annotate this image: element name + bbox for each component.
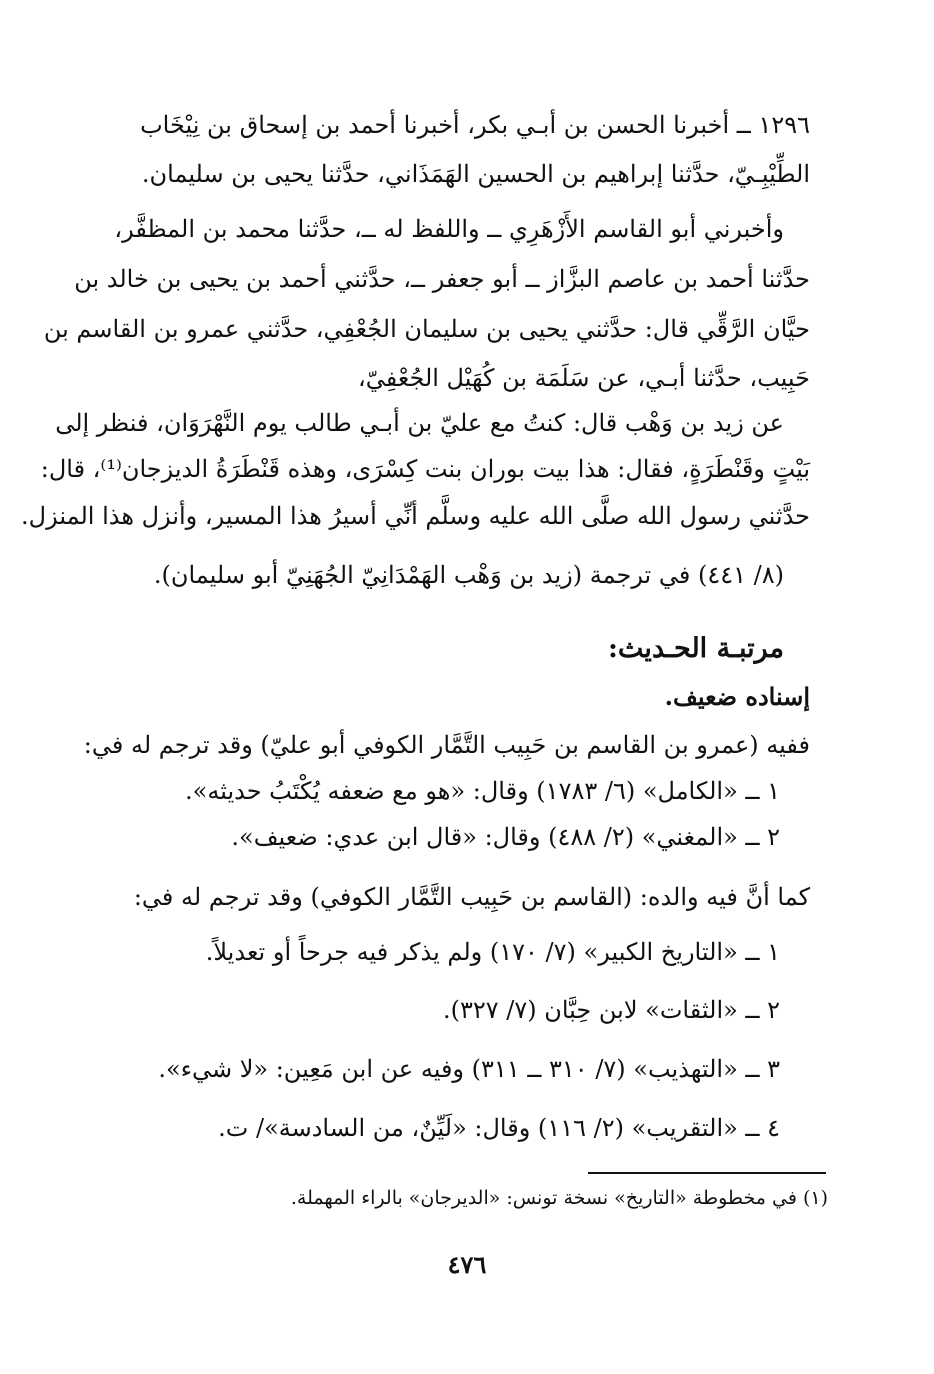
hadith-line-9: حدَّثني رسول الله صلَّى الله عليه وسلَّم أنِّي أسيرُ هذا المسير، وأنزل هذا المنزل. (21, 502, 810, 530)
hadith-line-4: حدَّثنا أحمد بن عاصم البزَّاز ــ أبو جعفر ــ، حدَّثني أحمد بن يحيى بن خالد بن (74, 265, 810, 293)
list-item: ١ ــ «التاريخ الكبير» (٧/ ١٧٠) ولم يذكر فيه جرحاً أو تعديلاً. (205, 938, 780, 966)
hadith-line-1: ١٢٩٦ ــ أخبرنا الحسن بن أبـي بكر، أخبرنا أحمد بن إسحاق بن نِيْخَاب (140, 111, 810, 139)
list-item: ٣ ــ «التهذيب» (٧/ ٣١٠ ــ ٣١١) وفيه عن ابن مَعِين: «لا شيء». (158, 1055, 780, 1083)
list-item: ١ ــ «الكامل» (٦/ ١٧٨٣) وقال: «هو مع ضعفه يُكْتَبُ حديثه». (185, 777, 780, 805)
intro-line-2: كما أنَّ فيه والده: (القاسم بن حَبِيب التَّمَّار الكوفي) وقد ترجم له في: (133, 883, 810, 911)
list-item: ٤ ــ «التقريب» (٢/ ١١٦) وقال: «لَيِّنٌ، من السادسة»/ ت. (218, 1114, 780, 1142)
footnote: (١) في مخطوطة «التاريخ» نسخة تونس: «الديرجان» بالراء المهملة. (290, 1187, 828, 1209)
hadith-line-3: وأخبرني أبو القاسم الأَزْهَرِي ــ واللفظ له ــ، حدَّثنا محمد بن المظفَّر، (114, 215, 784, 243)
intro-line: ففيه (عمرو بن القاسم بن حَبِيب التَّمَّار الكوفي أبو عليّ) وقد ترجم له في: (83, 731, 810, 759)
hadith-line-2: الطِّيْبِـيّ، حدَّثنا إبراهيم بن الحسين الهَمَذَاني، حدَّثنا يحيى بن سليمان. (141, 160, 810, 188)
list-item: ٢ ــ «المغني» (٢/ ٤٨٨) وقال: «قال ابن عدي: ضعيف». (231, 823, 780, 851)
page-number: ٤٧٦ (447, 1250, 487, 1279)
section-heading: مرتبـة الحـديث: (607, 633, 784, 664)
hadith-line-6: حَبِيب، حدَّثنا أبـي، عن سَلَمَة بن كُهَيْل الجُعْفِيّ، (357, 364, 810, 392)
source-reference: (٨/ ٤٤١) في ترجمة (زيد بن وَهْب الهَمْدَانِيّ الجُهَنِيّ أبو سليمان). (153, 561, 784, 589)
hadith-line-5: حيَّان الرَّقِّي قال: حدَّثني يحيى بن سليمان الجُعْفِي، حدَّثني عمرو بن القاسم بن (43, 315, 810, 343)
hadith-line-8: بَيْتٍ وقَنْطَرَةٍ، فقال: هذا بيت بوران بنت كِسْرَى، وهذه قَنْطَرَةُ الديزجان⁽¹⁾، قال: (40, 455, 810, 483)
list-item: ٢ ــ «الثقات» لابن حِبَّان (٧/ ٣٢٧). (442, 996, 780, 1024)
isnad-label: إسناده ضعيف. (664, 682, 810, 711)
hadith-line-7: عن زيد بن وَهْب قال: كنتُ مع عليّ بن أبـي طالب يوم النَّهْرَوَان، فنظر إلى (55, 409, 784, 437)
footnote-divider (588, 1172, 826, 1174)
